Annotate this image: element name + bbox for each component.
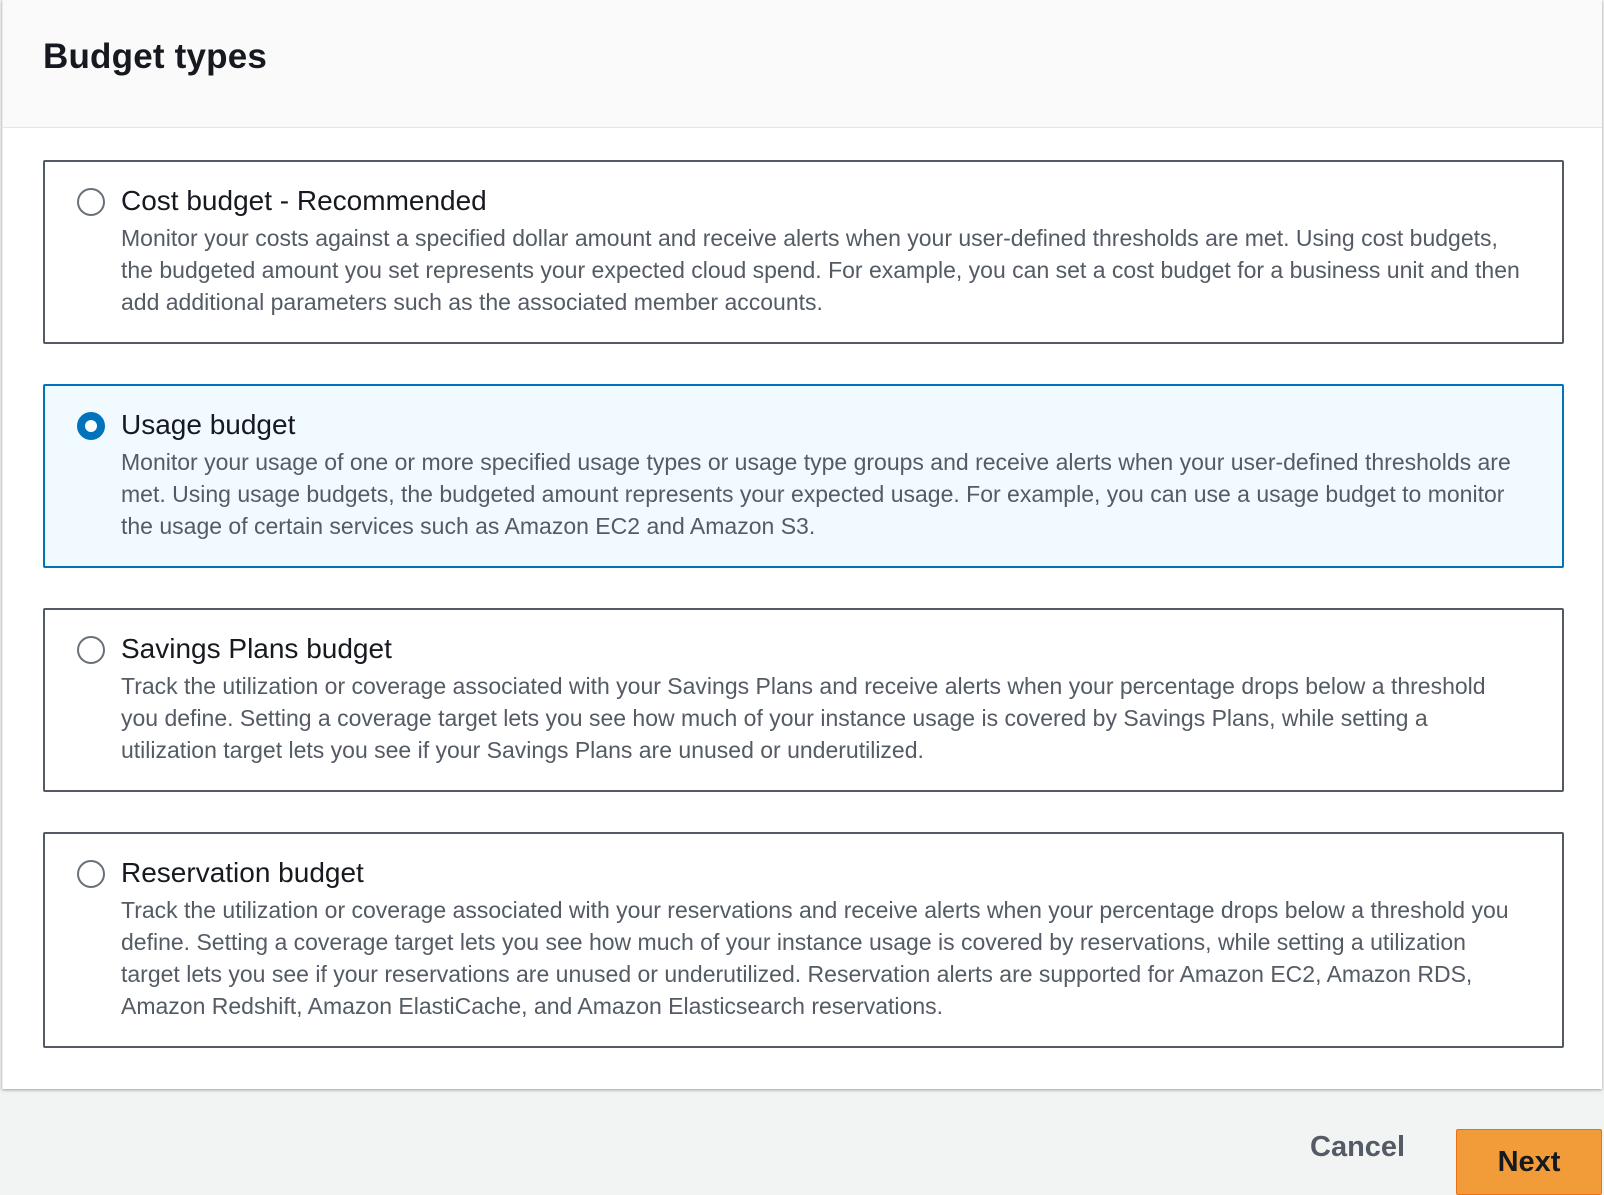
option-description: Monitor your costs against a specified dollar amount and receive alerts when your user-defined thresholds are met. Using cost budgets, the budgeted amount you set represents your expected cloud spend. For example, you can set a cost budget for a business unit and then add additional parameters such as the associated member accounts. bbox=[121, 225, 1520, 315]
budget-types-panel bbox=[2, 0, 1602, 1089]
option-title: Reservation budget bbox=[121, 857, 364, 888]
savings-plans-budget-radio[interactable] bbox=[77, 636, 105, 664]
usage-budget-radio[interactable] bbox=[77, 412, 105, 440]
cancel-button[interactable]: Cancel bbox=[1290, 1123, 1425, 1172]
budget-type-options bbox=[43, 160, 1564, 1088]
option-description: Monitor your usage of one or more specified usage types or usage type groups and receive alerts when your user-defined thresholds are met. Using usage budgets, the budgeted amount represents your expected usage. For example, you can use a usage budget to monitor the usage of certain services such as Amazon EC2 and Amazon S3. bbox=[121, 449, 1511, 539]
option-description: Track the utilization or coverage associated with your Savings Plans and receive alerts when your percentage drops below a threshold you define. Setting a coverage target lets you see how much of your instance usage is covered by Savings Plans, while setting a utilization target lets you see if your Savings Plans are unused or underutilized. bbox=[121, 673, 1486, 763]
option-title: Cost budget - Recommended bbox=[121, 185, 487, 216]
option-cost-budget[interactable] bbox=[43, 160, 1564, 344]
option-reservation-budget[interactable] bbox=[43, 832, 1564, 1048]
form-footer bbox=[0, 1089, 1604, 1193]
option-usage-budget[interactable] bbox=[43, 384, 1564, 568]
panel-header bbox=[3, 0, 1602, 128]
option-title: Savings Plans budget bbox=[121, 633, 392, 664]
next-button[interactable]: Next bbox=[1456, 1129, 1602, 1195]
panel-title: Budget types bbox=[43, 37, 268, 76]
option-savings-plans-budget[interactable] bbox=[43, 608, 1564, 792]
reservation-budget-radio[interactable] bbox=[77, 860, 105, 888]
option-title: Usage budget bbox=[121, 409, 296, 440]
cost-budget-radio[interactable] bbox=[77, 188, 105, 216]
option-description: Track the utilization or coverage associated with your reservations and receive alerts when your percentage drops below a threshold you define. Setting a coverage target lets you see how much of your instance usage is covered by reservations, while setting a utilization target lets you see if your reservations are unused or underutilized. Reservation alerts are supported for Amazon EC2, Amazon RDS, Amazon Redshift, Amazon ElastiCache, and Amazon Elasticsearch reservations. bbox=[121, 897, 1509, 1019]
